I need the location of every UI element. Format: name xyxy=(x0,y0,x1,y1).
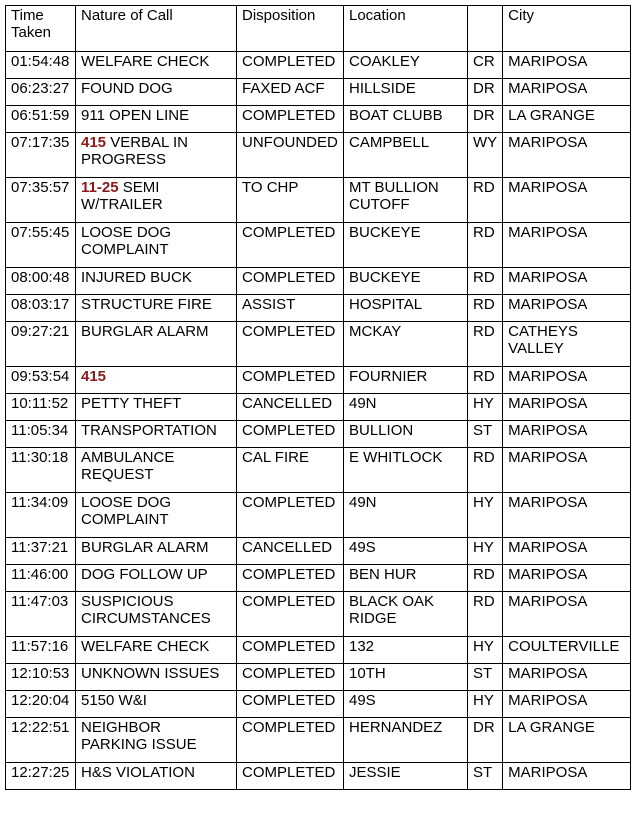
cell-time-taken: 12:27:25 xyxy=(6,763,76,790)
call-nature-text: LOOSE DOG COMPLAINT xyxy=(81,224,172,258)
cell-time-taken: 11:05:34 xyxy=(6,421,76,448)
cell-city: LA GRANGE xyxy=(503,718,631,763)
header-time-taken: Time Taken xyxy=(6,6,76,52)
table-row xyxy=(6,79,631,106)
cell-street-suffix: HY xyxy=(468,493,503,538)
table-row xyxy=(6,718,631,763)
cell-nature-of-call xyxy=(76,565,237,592)
header-nature-of-call: Nature of Call xyxy=(76,6,237,52)
cell-time-taken: 01:54:48 xyxy=(6,52,76,79)
table-row xyxy=(6,421,631,448)
cell-city: MARIPOSA xyxy=(503,295,631,322)
call-nature-text: 911 OPEN LINE xyxy=(81,107,190,124)
cell-street-suffix: ST xyxy=(468,664,503,691)
cell-disposition: COMPLETED xyxy=(237,268,344,295)
call-nature-text: BURGLAR ALARM xyxy=(81,539,209,556)
cell-time-taken: 11:30:18 xyxy=(6,448,76,493)
cell-location: BOAT CLUBB xyxy=(344,106,468,133)
cell-disposition: COMPLETED xyxy=(237,637,344,664)
call-nature-text: 5150 W&I xyxy=(81,692,147,709)
cell-time-taken: 09:27:21 xyxy=(6,322,76,367)
cell-disposition: COMPLETED xyxy=(237,718,344,763)
cell-street-suffix: RD xyxy=(468,448,503,493)
cell-nature-of-call xyxy=(76,592,237,637)
call-nature-text: VERBAL IN PROGRESS xyxy=(81,134,189,168)
cell-time-taken: 11:46:00 xyxy=(6,565,76,592)
cell-nature-of-call xyxy=(76,718,237,763)
call-nature-text: SUSPICIOUS CIRCUMSTANCES xyxy=(81,593,211,627)
cell-time-taken: 11:57:16 xyxy=(6,637,76,664)
cell-disposition: CAL FIRE xyxy=(237,448,344,493)
header-location: Location xyxy=(344,6,468,52)
cell-location: HILLSIDE xyxy=(344,79,468,106)
cell-city: MARIPOSA xyxy=(503,448,631,493)
call-nature-text: STRUCTURE FIRE xyxy=(81,296,212,313)
cell-street-suffix: RD xyxy=(468,592,503,637)
table-row xyxy=(6,178,631,223)
cell-street-suffix: HY xyxy=(468,394,503,421)
cell-street-suffix: RD xyxy=(468,268,503,295)
cell-time-taken: 08:00:48 xyxy=(6,268,76,295)
cell-disposition: CANCELLED xyxy=(237,394,344,421)
cell-city: MARIPOSA xyxy=(503,664,631,691)
cell-nature-of-call xyxy=(76,691,237,718)
call-nature-text: AMBULANCE REQUEST xyxy=(81,449,175,483)
table-row xyxy=(6,565,631,592)
table-row xyxy=(6,448,631,493)
cell-nature-of-call xyxy=(76,763,237,790)
cell-location: BUCKEYE xyxy=(344,223,468,268)
call-nature-text: DOG FOLLOW UP xyxy=(81,566,208,583)
table-row xyxy=(6,268,631,295)
cell-disposition: COMPLETED xyxy=(237,223,344,268)
cell-nature-of-call xyxy=(76,79,237,106)
cell-time-taken: 12:20:04 xyxy=(6,691,76,718)
cell-time-taken: 09:53:54 xyxy=(6,367,76,394)
cell-city: MARIPOSA xyxy=(503,178,631,223)
table-row xyxy=(6,295,631,322)
cell-location: 132 xyxy=(344,637,468,664)
cell-street-suffix: DR xyxy=(468,718,503,763)
cell-street-suffix: RD xyxy=(468,223,503,268)
table-row xyxy=(6,592,631,637)
cell-location: BLACK OAK RIDGE xyxy=(344,592,468,637)
header-disposition: Disposition xyxy=(237,6,344,52)
cell-city: MARIPOSA xyxy=(503,565,631,592)
cell-disposition: COMPLETED xyxy=(237,592,344,637)
cell-city: MARIPOSA xyxy=(503,52,631,79)
cell-street-suffix: DR xyxy=(468,106,503,133)
cell-nature-of-call xyxy=(76,421,237,448)
cell-nature-of-call xyxy=(76,367,237,394)
call-nature-text: LOOSE DOG COMPLAINT xyxy=(81,494,172,528)
call-nature-text: TRANSPORTATION xyxy=(81,422,217,439)
cell-location: MCKAY xyxy=(344,322,468,367)
cell-nature-of-call xyxy=(76,52,237,79)
table-row xyxy=(6,394,631,421)
cell-time-taken: 06:51:59 xyxy=(6,106,76,133)
cell-location: HOSPITAL xyxy=(344,295,468,322)
cell-disposition: COMPLETED xyxy=(237,322,344,367)
cell-city: MARIPOSA xyxy=(503,268,631,295)
table-row xyxy=(6,664,631,691)
cell-disposition: CANCELLED xyxy=(237,538,344,565)
cell-time-taken: 07:55:45 xyxy=(6,223,76,268)
cell-location: E WHITLOCK xyxy=(344,448,468,493)
cell-disposition: COMPLETED xyxy=(237,664,344,691)
call-nature-text: PETTY THEFT xyxy=(81,395,182,412)
cell-disposition: COMPLETED xyxy=(237,421,344,448)
cell-nature-of-call xyxy=(76,178,237,223)
cell-location: BUCKEYE xyxy=(344,268,468,295)
call-code: 11-25 xyxy=(81,179,119,196)
cell-time-taken: 07:35:57 xyxy=(6,178,76,223)
cell-location: BEN HUR xyxy=(344,565,468,592)
call-code: 415 xyxy=(81,134,107,151)
cell-time-taken: 11:47:03 xyxy=(6,592,76,637)
cell-disposition: COMPLETED xyxy=(237,493,344,538)
cell-location: JESSIE xyxy=(344,763,468,790)
cell-city: MARIPOSA xyxy=(503,223,631,268)
cell-location: HERNANDEZ xyxy=(344,718,468,763)
cell-location: CAMPBELL xyxy=(344,133,468,178)
cell-location: 10TH xyxy=(344,664,468,691)
cell-city: MARIPOSA xyxy=(503,421,631,448)
cell-city: CATHEYS VALLEY xyxy=(503,322,631,367)
cell-nature-of-call xyxy=(76,106,237,133)
header-street-suffix xyxy=(468,6,503,52)
cell-nature-of-call xyxy=(76,223,237,268)
cell-disposition: ASSIST xyxy=(237,295,344,322)
cell-time-taken: 10:11:52 xyxy=(6,394,76,421)
cell-time-taken: 12:22:51 xyxy=(6,718,76,763)
call-nature-text: WELFARE CHECK xyxy=(81,53,210,70)
cell-street-suffix: RD xyxy=(468,322,503,367)
cell-nature-of-call xyxy=(76,322,237,367)
cell-nature-of-call xyxy=(76,664,237,691)
call-nature-text: UNKNOWN ISSUES xyxy=(81,665,220,682)
cell-city: MARIPOSA xyxy=(503,691,631,718)
cell-disposition: COMPLETED xyxy=(237,565,344,592)
table-row xyxy=(6,763,631,790)
call-nature-text: WELFARE CHECK xyxy=(81,638,210,655)
cell-city: MARIPOSA xyxy=(503,79,631,106)
cell-street-suffix: ST xyxy=(468,421,503,448)
cell-city: MARIPOSA xyxy=(503,763,631,790)
cell-location: 49N xyxy=(344,493,468,538)
cell-disposition: COMPLETED xyxy=(237,691,344,718)
cell-city: MARIPOSA xyxy=(503,394,631,421)
cell-nature-of-call xyxy=(76,637,237,664)
cell-street-suffix: WY xyxy=(468,133,503,178)
call-nature-text: INJURED BUCK xyxy=(81,269,192,286)
cell-street-suffix: RD xyxy=(468,367,503,394)
table-row xyxy=(6,106,631,133)
table-row xyxy=(6,637,631,664)
cell-street-suffix: CR xyxy=(468,52,503,79)
cell-time-taken: 12:10:53 xyxy=(6,664,76,691)
table-row xyxy=(6,322,631,367)
table-row xyxy=(6,691,631,718)
cell-nature-of-call xyxy=(76,538,237,565)
call-nature-text: FOUND DOG xyxy=(81,80,173,97)
cell-city: LA GRANGE xyxy=(503,106,631,133)
cell-time-taken: 06:23:27 xyxy=(6,79,76,106)
cell-location: 49S xyxy=(344,538,468,565)
cell-city: MARIPOSA xyxy=(503,592,631,637)
cell-city: MARIPOSA xyxy=(503,538,631,565)
cell-nature-of-call xyxy=(76,268,237,295)
call-nature-text: H&S VIOLATION xyxy=(81,764,195,781)
table-row xyxy=(6,367,631,394)
cell-time-taken: 11:34:09 xyxy=(6,493,76,538)
cell-street-suffix: HY xyxy=(468,538,503,565)
call-nature-text: SEMI W/TRAILER xyxy=(81,179,163,213)
cell-street-suffix: RD xyxy=(468,565,503,592)
cell-location: BULLION xyxy=(344,421,468,448)
call-nature-text: BURGLAR ALARM xyxy=(81,323,209,340)
cell-location: 49S xyxy=(344,691,468,718)
cell-location: FOURNIER xyxy=(344,367,468,394)
cell-disposition: TO CHP xyxy=(237,178,344,223)
cell-disposition: COMPLETED xyxy=(237,763,344,790)
cell-disposition: COMPLETED xyxy=(237,106,344,133)
cell-city: COULTERVILLE xyxy=(503,637,631,664)
cell-nature-of-call xyxy=(76,133,237,178)
cell-nature-of-call xyxy=(76,448,237,493)
call-log-table xyxy=(5,5,631,790)
cell-disposition: UNFOUNDED xyxy=(237,133,344,178)
table-row xyxy=(6,223,631,268)
cell-street-suffix: HY xyxy=(468,691,503,718)
cell-disposition: FAXED ACF xyxy=(237,79,344,106)
cell-time-taken: 08:03:17 xyxy=(6,295,76,322)
cell-nature-of-call xyxy=(76,295,237,322)
call-code: 415 xyxy=(81,368,107,385)
table-row xyxy=(6,133,631,178)
cell-city: MARIPOSA xyxy=(503,367,631,394)
cell-time-taken: 11:37:21 xyxy=(6,538,76,565)
cell-time-taken: 07:17:35 xyxy=(6,133,76,178)
cell-location: 49N xyxy=(344,394,468,421)
cell-street-suffix: ST xyxy=(468,763,503,790)
table-header-row xyxy=(6,6,631,52)
call-nature-text: NEIGHBOR PARKING ISSUE xyxy=(81,719,197,753)
table-row xyxy=(6,538,631,565)
cell-street-suffix: RD xyxy=(468,178,503,223)
cell-location: MT BULLION CUTOFF xyxy=(344,178,468,223)
cell-street-suffix: RD xyxy=(468,295,503,322)
cell-street-suffix: DR xyxy=(468,79,503,106)
cell-nature-of-call xyxy=(76,394,237,421)
cell-city: MARIPOSA xyxy=(503,133,631,178)
cell-disposition: COMPLETED xyxy=(237,367,344,394)
header-city: City xyxy=(503,6,631,52)
cell-disposition: COMPLETED xyxy=(237,52,344,79)
cell-nature-of-call xyxy=(76,493,237,538)
cell-street-suffix: HY xyxy=(468,637,503,664)
table-row xyxy=(6,52,631,79)
cell-city: MARIPOSA xyxy=(503,493,631,538)
table-row xyxy=(6,493,631,538)
cell-location: COAKLEY xyxy=(344,52,468,79)
